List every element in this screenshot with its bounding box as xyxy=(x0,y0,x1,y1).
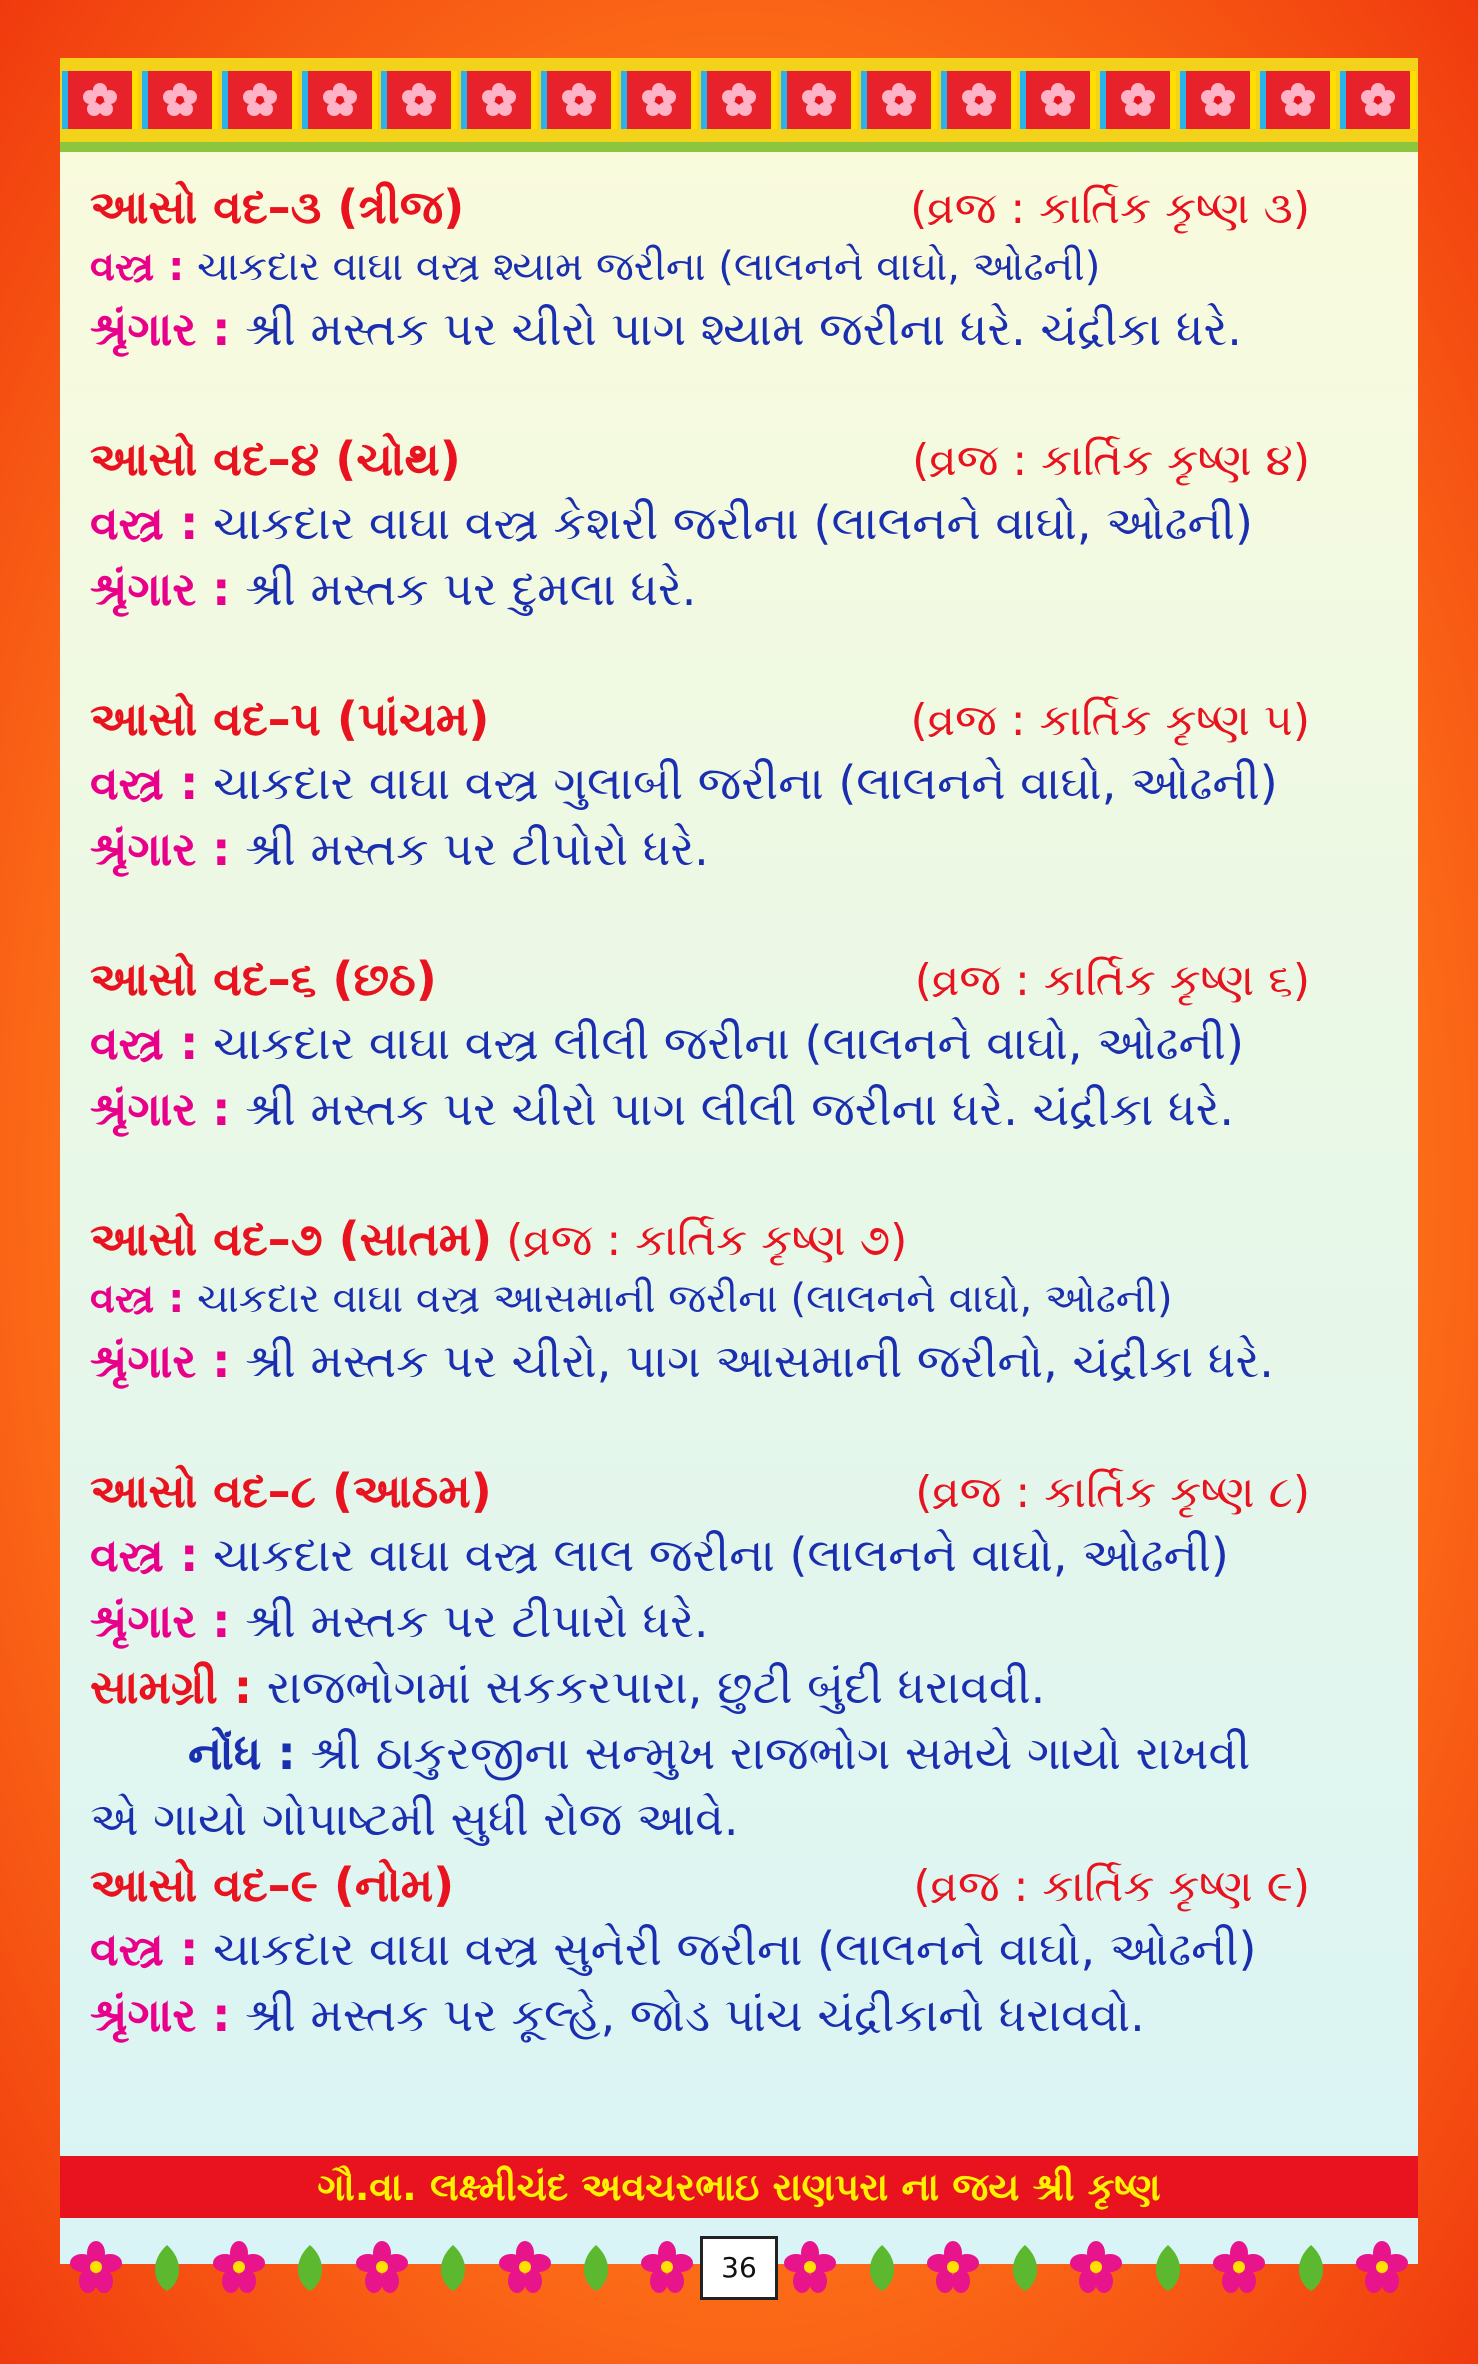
flower-tile xyxy=(861,71,937,129)
braj-date: (વ્રજ : કાર્તિક કૃષ્ણ ૮) xyxy=(915,1467,1310,1518)
vastra-text: ચાકદાર વાઘા વસ્ત્ર શ્યામ જરીના (લાલનને વાઘો, ઓઢની) xyxy=(196,244,1101,290)
shringar-text: શ્રી મસ્તક પર ચીરો, પાગ આસમાની જરીનો, ચંદ્રીકા ધરે. xyxy=(245,1334,1274,1388)
flower-icon xyxy=(1201,83,1235,117)
vastra-text: ચાકદાર વાઘા વસ્ત્ર આસમાની જરીના (લાલનને વાઘો, ઓઢની) xyxy=(196,1276,1173,1322)
vastra-label: વસ્ત્ર : xyxy=(90,1922,199,1976)
vastra-text: ચાકદાર વાઘા વસ્ત્ર લાલ જરીના (લાલનને વાઘો, ઓઢની) xyxy=(213,1528,1229,1582)
flower-icon xyxy=(499,2241,551,2293)
flower-tile xyxy=(541,71,617,129)
vastra-text: ચાકદાર વાઘા વસ્ત્ર સુનેરી જરીના (લાલનને વાઘો, ઓઢની) xyxy=(213,1922,1257,1976)
flower-icon xyxy=(70,2241,122,2293)
flower-icon xyxy=(83,83,117,117)
flower-icon xyxy=(1041,83,1075,117)
braj-date: (વ્રજ : કાર્તિક કૃષ્ણ ૫) xyxy=(910,695,1310,746)
shringar-label: શ્રૃંગાર : xyxy=(90,1334,231,1388)
vastra-text: ચાકદાર વાઘા વસ્ત્ર લીલી જરીના (લાલનને વાઘો, ઓઢની) xyxy=(213,1016,1244,1070)
entry-vad-7 xyxy=(90,1212,1390,1400)
entry-title: આસો વદ–૩ (ત્રીજ) xyxy=(90,180,465,234)
flower-tile xyxy=(941,71,1017,129)
shringar-label: શ્રૃંગાર : xyxy=(90,1082,231,1136)
samagri-label: સામગ્રી : xyxy=(90,1660,253,1714)
flower-tile xyxy=(1180,71,1256,129)
entry-vad-3 xyxy=(90,180,1390,368)
flower-icon xyxy=(784,2241,836,2293)
leaf-icon xyxy=(284,2241,336,2293)
vastra-label: વસ્ત્ર : xyxy=(90,244,185,290)
flower-icon xyxy=(927,2241,979,2293)
shringar-text: શ્રી મસ્તક પર ચીરો પાગ લીલી જરીના ધરે. ચંદ્રીકા ધરે. xyxy=(245,1082,1234,1136)
flower-tile xyxy=(461,71,537,129)
vastra-text: ચાકદાર વાઘા વસ્ત્ર ગુલાબી જરીના (લાલનને વાઘો, ઓઢની) xyxy=(213,756,1278,810)
entry-vad-9 xyxy=(90,1858,1390,2054)
entry-title: આસો વદ–૬ (છઠ) xyxy=(90,952,437,1006)
flower-tile xyxy=(142,71,218,129)
footer-greeting: ગૌ.વા. લક્ષ્મીચંદ અવચરભાઇ રાણપરા ના જય શ્રી કૃષ્ણ xyxy=(60,2156,1418,2218)
flower-icon xyxy=(1361,83,1395,117)
shringar-text: શ્રી મસ્તક પર ટીપારો ધરે. xyxy=(245,1594,709,1648)
flower-tile xyxy=(62,71,138,129)
vastra-label: વસ્ત્ર : xyxy=(90,496,199,550)
leaf-icon xyxy=(141,2241,193,2293)
shringar-label: શ્રૃંગાર : xyxy=(90,302,231,356)
vastra-label: વસ્ત્ર : xyxy=(90,1276,185,1322)
document-content xyxy=(90,180,1390,2054)
leaf-icon xyxy=(856,2241,908,2293)
shringar-text: શ્રી મસ્તક પર દુમલા ધરે. xyxy=(245,562,697,616)
braj-date: (વ્રજ : કાર્તિક કૃષ્ણ ૯) xyxy=(913,1861,1310,1912)
leaf-icon xyxy=(1285,2241,1337,2293)
flower-tile xyxy=(701,71,777,129)
flower-tile xyxy=(381,71,457,129)
vastra-text: ચાકદાર વાઘા વસ્ત્ર કેશરી જરીના (લાલનને વાઘો, ઓઢની) xyxy=(213,496,1253,550)
flower-tile xyxy=(621,71,697,129)
flower-icon xyxy=(402,83,436,117)
leaf-icon xyxy=(999,2241,1051,2293)
vastra-label: વસ્ત્ર : xyxy=(90,756,199,810)
flower-icon xyxy=(962,83,996,117)
entry-vad-4 xyxy=(90,432,1390,628)
flower-icon xyxy=(562,83,596,117)
flower-tile xyxy=(1260,71,1336,129)
note-label: નોંધ : xyxy=(188,1726,296,1780)
entry-title: આસો વદ–૯ (નોમ) xyxy=(90,1858,455,1912)
entry-vad-5 xyxy=(90,692,1390,888)
flower-tile xyxy=(222,71,298,129)
flower-icon xyxy=(243,83,277,117)
vastra-label: વસ્ત્ર : xyxy=(90,1016,199,1070)
shringar-label: શ્રૃંગાર : xyxy=(90,822,231,876)
flower-tile xyxy=(1100,71,1176,129)
braj-date: (વ્રજ : કાર્તિક કૃષ્ણ ૪) xyxy=(912,435,1310,486)
flower-icon xyxy=(1356,2241,1408,2293)
flower-tile xyxy=(302,71,378,129)
shringar-label: શ્રૃંગાર : xyxy=(90,1988,231,2042)
flower-icon xyxy=(882,83,916,117)
entry-vad-6 xyxy=(90,952,1390,1148)
shringar-text: શ્રી મસ્તક પર ટીપોરો ધરે. xyxy=(245,822,709,876)
flower-icon xyxy=(482,83,516,117)
vastra-label: વસ્ત્ર : xyxy=(90,1528,199,1582)
braj-date: (વ્રજ : કાર્તિક કૃષ્ણ ૬) xyxy=(914,955,1310,1006)
samagri-text: રાજભોગમાં સકકરપારા, છુટી બુંદી ધરાવવી. xyxy=(266,1660,1046,1714)
flower-icon xyxy=(323,83,357,117)
entry-title: આસો વદ–૫ (પાંચમ) xyxy=(90,692,490,746)
flower-icon xyxy=(641,2241,693,2293)
leaf-icon xyxy=(1142,2241,1194,2293)
flower-icon xyxy=(642,83,676,117)
flower-icon xyxy=(213,2241,265,2293)
note-text-line2: એ ગાયો ગોપાષ્ટમી સુધી રોજ આવે. xyxy=(90,1792,739,1846)
flower-icon xyxy=(1121,83,1155,117)
shringar-text: શ્રી મસ્તક પર કૂલ્હે, જોડ પાંચ ચંદ્રીકાનો ધરાવવો. xyxy=(245,1988,1145,2042)
entry-vad-8 xyxy=(90,1464,1390,1858)
decorative-top-border xyxy=(60,58,1418,152)
braj-date: (વ્રજ : કાર્તિક કૃષ્ણ ૩) xyxy=(910,183,1310,234)
entry-title: આસો વદ–૭ (સાતમ) xyxy=(90,1212,493,1266)
flower-icon xyxy=(1070,2241,1122,2293)
flower-icon xyxy=(163,83,197,117)
flower-icon xyxy=(1213,2241,1265,2293)
note-text-line1: શ્રી ઠાકુરજીના સન્મુખ રાજભોગ સમયે ગાયો રાખવી xyxy=(310,1726,1251,1780)
shringar-text: શ્રી મસ્તક પર ચીરો પાગ શ્યામ જરીના ધરે. ચંદ્રીકા ધરે. xyxy=(245,302,1242,356)
page-number: 36 xyxy=(700,2236,778,2300)
flower-tile xyxy=(1340,71,1416,129)
flower-icon xyxy=(722,83,756,117)
flower-tile xyxy=(781,71,857,129)
shringar-label: શ્રૃંગાર : xyxy=(90,562,231,616)
shringar-label: શ્રૃંગાર : xyxy=(90,1594,231,1648)
flower-tile xyxy=(1020,71,1096,129)
entry-title: આસો વદ–૪ (ચોથ) xyxy=(90,432,461,486)
leaf-icon xyxy=(570,2241,622,2293)
braj-date: (વ્રજ : કાર્તિક કૃષ્ણ ૭) xyxy=(506,1215,908,1266)
flower-icon xyxy=(1281,83,1315,117)
flower-icon xyxy=(802,83,836,117)
leaf-icon xyxy=(427,2241,479,2293)
flower-icon xyxy=(356,2241,408,2293)
entry-title: આસો વદ–૮ (આઠમ) xyxy=(90,1464,492,1518)
